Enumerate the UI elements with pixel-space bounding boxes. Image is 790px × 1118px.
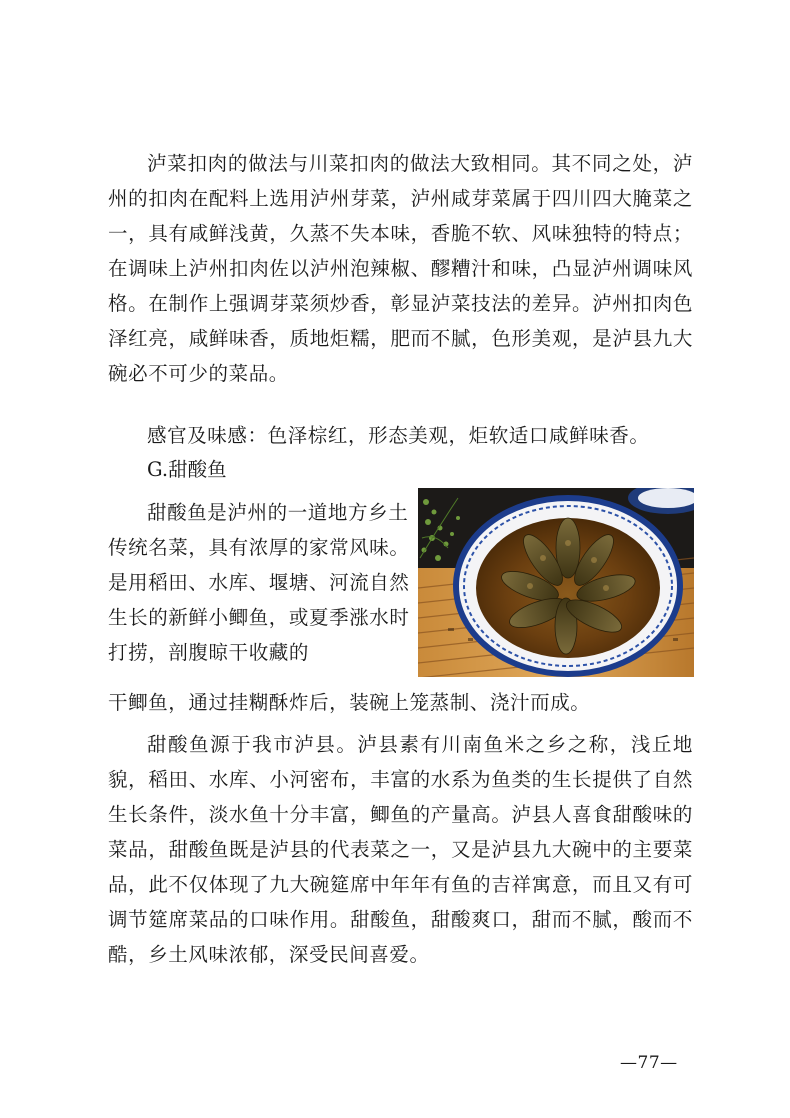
- fish-dish-illustration: [418, 488, 694, 677]
- paragraph-sensory-taste: 感官及味感：色泽棕红，形态美观，炬软适口咸鲜味香。: [147, 424, 650, 447]
- paragraph-kourou-method: 泸菜扣肉的做法与川菜扣肉的做法大致相同。其不同之处，泸州的扣肉在配料上选用泸州芽菜，泸州咸芽菜属于四川四大腌菜之一，具有咸鲜浅黄，久蒸不失本味，香脆不软、风味独特的特点；在调味上泸州扣肉佐以泸州泡辣椒、醪糟汁和味，凸显泸州调味风格。在制作上强调芽菜须炒香，彰显泸菜技法的差异。泸州扣肉色泽红亮，咸鲜味香，质地炬糯，肥而不腻，色形美观，是泸县九大碗必不可少的菜品。: [108, 152, 693, 385]
- paragraph-fish-intro: 甜酸鱼是泸州的一道地方乡土传统名菜，具有浓厚的家常风味。是用稻田、水库、堰塘、河流自然生长的新鲜小鲫鱼，或夏季涨水时打捞，剖腹晾干收藏的: [108, 501, 410, 664]
- sweet-sour-fish-photo: [418, 488, 694, 677]
- paragraph-fish-origin: 甜酸鱼源于我市泸县。泸县素有川南鱼米之乡之称，浅丘地貌，稻田、水库、小河密布，丰富的水系为鱼类的生长提供了自然生长条件，淡水鱼十分丰富，鲫鱼的产量高。泸县人喜食甜酸味的菜品，甜酸鱼既是泸县的代表菜之一，又是泸县九大碗中的主要菜品，此不仅体现了九大碗筵席中年年有鱼的吉祥寓意，而且又有可调节筵席菜品的口味作用。甜酸鱼，甜酸爽口，甜而不腻，酸而不酷，乡土风味浓郁，深受民间喜爱。: [108, 733, 693, 966]
- page-number: —77—: [620, 1053, 678, 1073]
- paragraph-fish-intro-continued: 干鲫鱼，通过挂糊酥炸后，装碗上笼蒸制、浇汁而成。: [108, 691, 591, 714]
- section-heading: G.甜酸鱼: [147, 458, 227, 481]
